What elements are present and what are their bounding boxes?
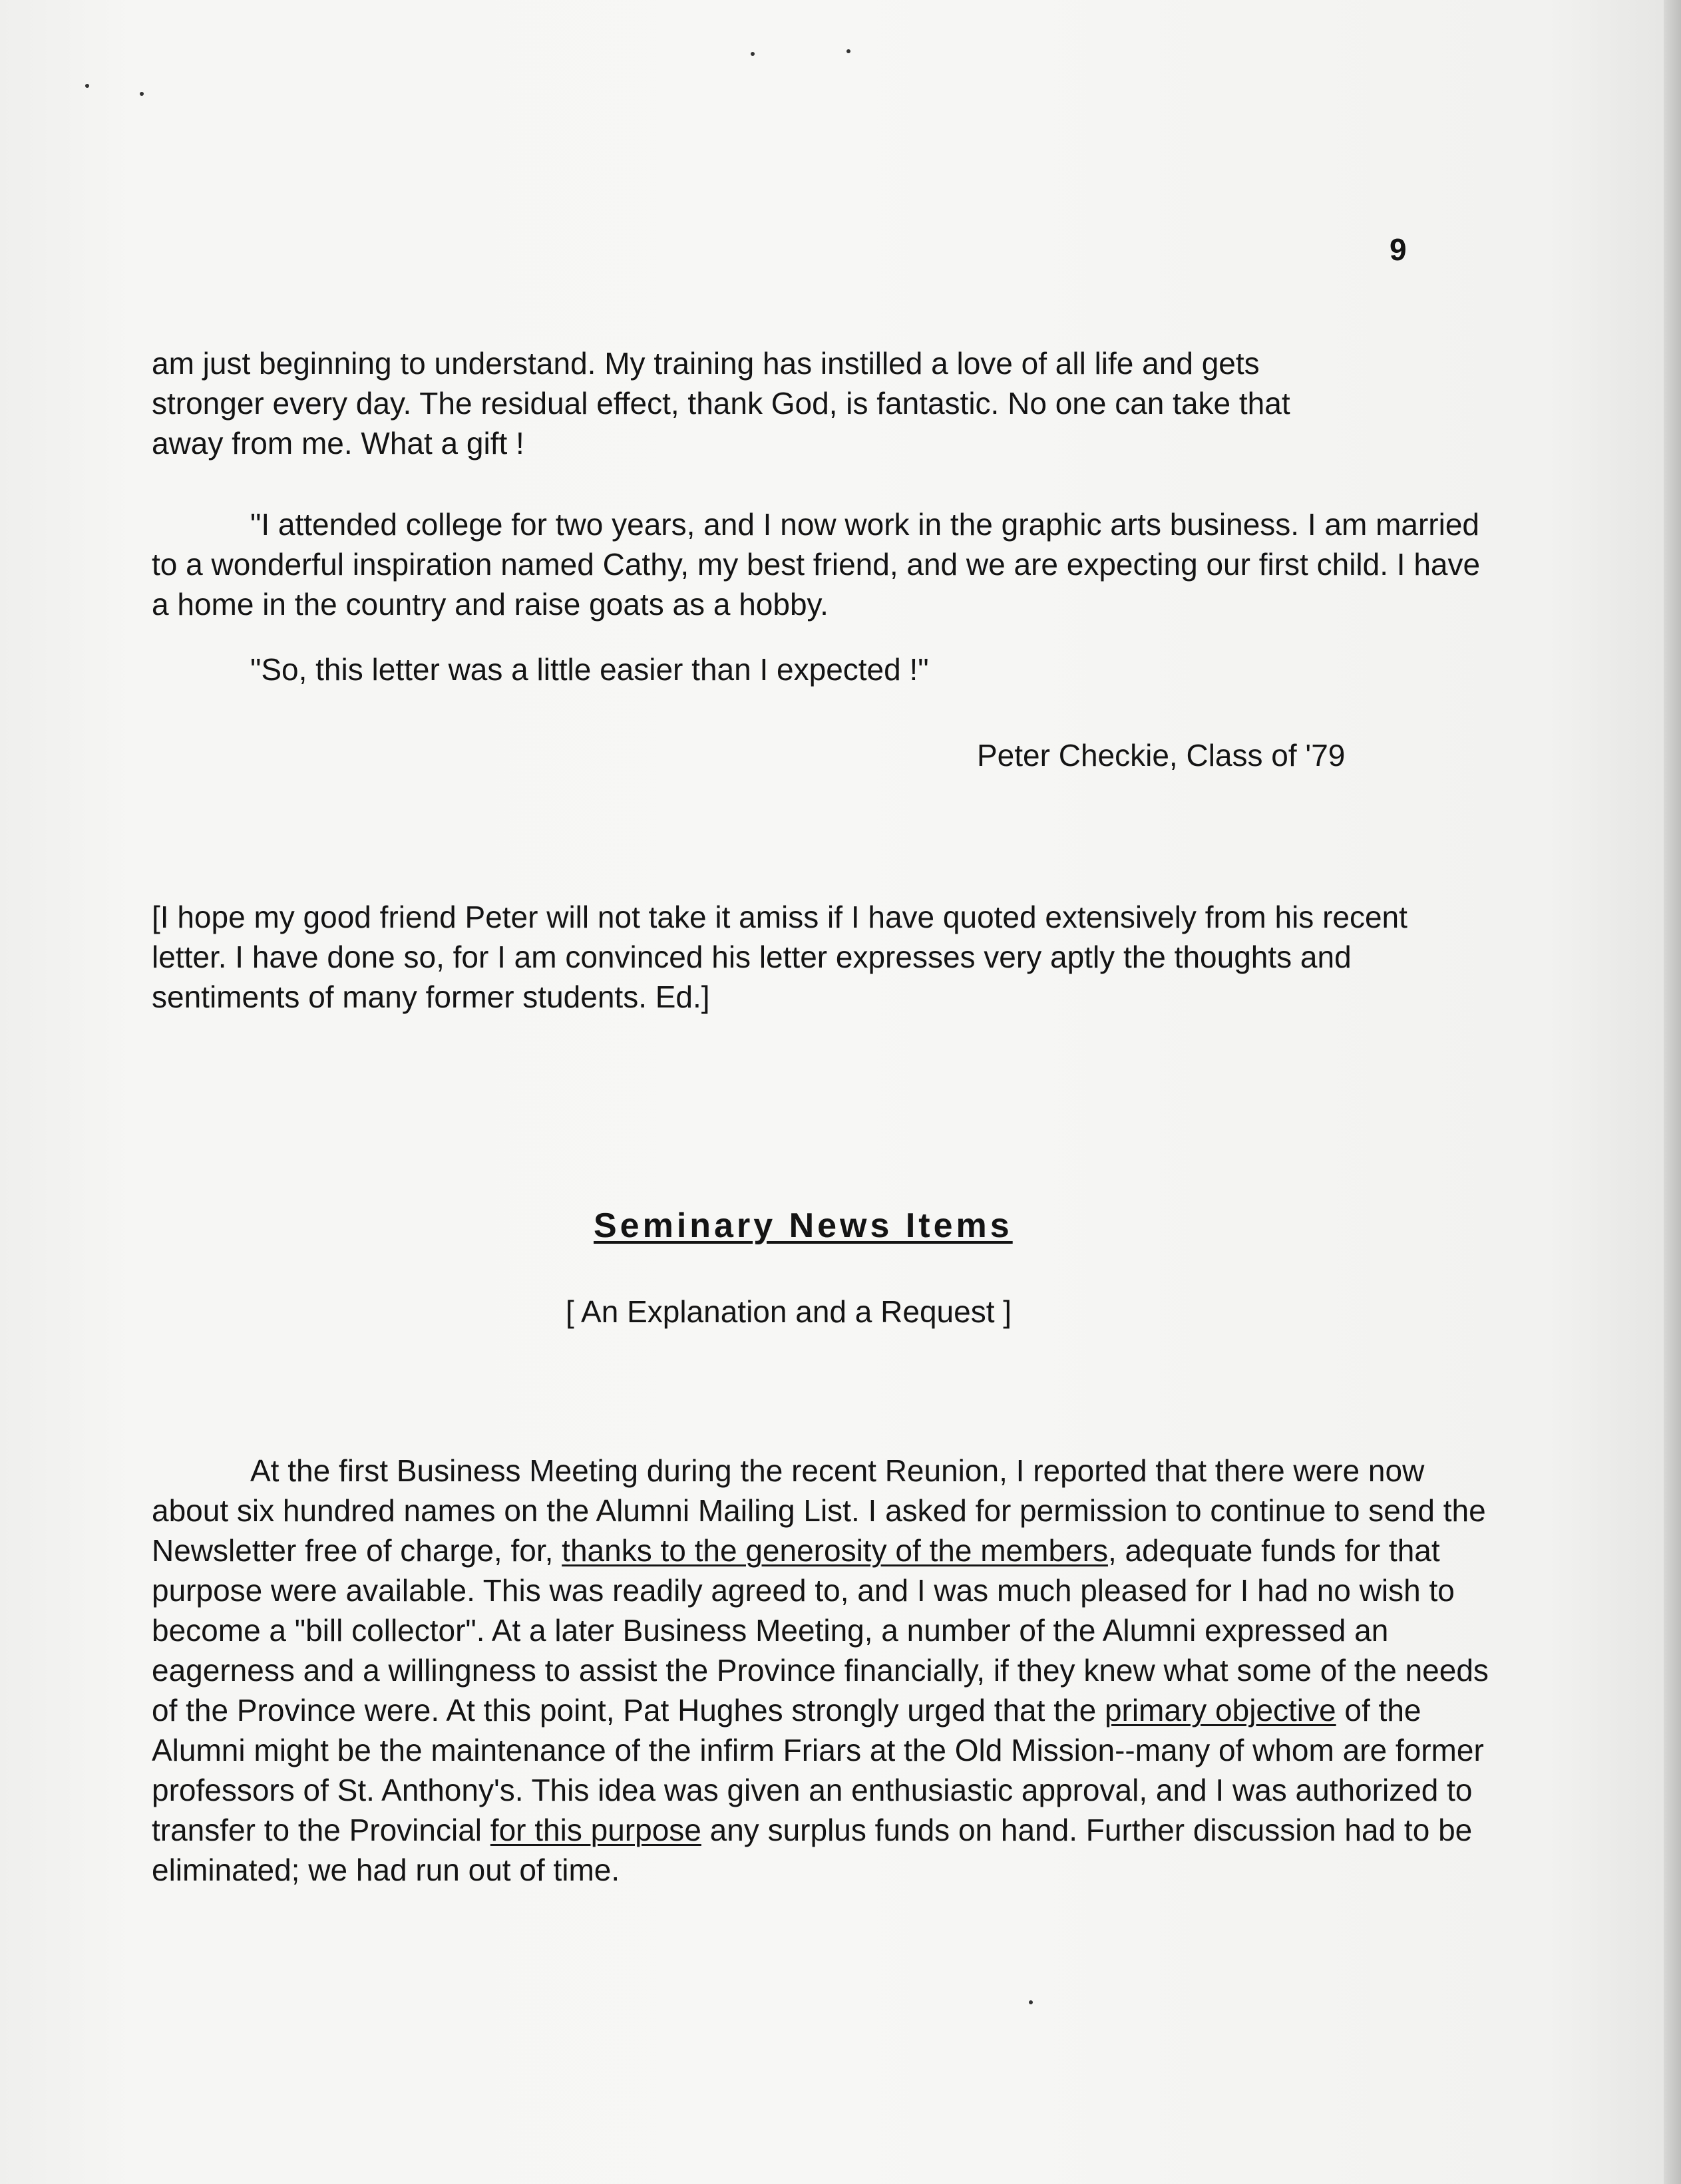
scan-speck [85,84,89,88]
editor-note-text: [I hope my good friend Peter will not take it amiss if I have quoted extensively from his recent letter. I have done so, for I am convinced his letter expresses very aptly the thoughts and sentiments of many former students. Ed.] [152,900,1407,1014]
underlined-phrase: for this purpose [490,1813,701,1847]
page-edge-shadow [1664,0,1681,2184]
scan-speck [140,92,144,96]
text-line: am just beginning to understand. My training has instilled a love of all life and gets [152,346,1260,381]
underlined-phrase: thanks to the generosity of the members [562,1533,1108,1568]
section-title: Seminary News Items [594,1206,1013,1245]
text-line: away from me. What a gift ! [152,426,524,460]
letter-signature: Peter Checkie, Class of '79 [977,738,1346,773]
letter-paragraph-closing [152,649,1489,689]
section-body-paragraph [152,1451,1489,1890]
letter-continuation-paragraph [152,343,1489,463]
editor-note [152,897,1489,1017]
letter-paragraph-text: "So, this letter was a little easier than I expected !" [250,652,929,687]
body-text: any surplus funds on hand. Further discussion had to be eliminated; we had run out of time. [152,1813,1473,1887]
text-line: stronger every day. The residual effect, thank God, is fantastic. No one can take that [152,386,1290,421]
letter-paragraph-college [152,504,1489,624]
letter-paragraph-text: "I attended college for two years, and I now work in the graphic arts business. I am married to a wonderful inspiration named Cathy, my best friend, and we are expecting our first child. I have a home in the country and raise goats as a hobby. [152,507,1481,622]
scan-speck [751,52,755,56]
body-text: At the first Business Meeting during the recent Reunion, I reported that there were now about six hundred names on the Alumni Mailing List. I asked for permission to continue to send the Newsletter free of charge, for, [152,1453,1486,1568]
section-body [152,1451,1489,1890]
body-text: of the Alumni might be the maintenance of the infirm Friars at the Old Mission--many of whom are former professors of St. Anthony's. This idea was given an enthusiastic approval, and I was authorized to transfer to the Provincial [152,1693,1484,1847]
underlined-phrase: primary objective [1104,1693,1336,1728]
body-text: , adequate funds for that purpose were available. This was readily agreed to, and I was much pleased for I had no wish to become a "bill collector". At a later Business Meeting, a number of the Alumni expressed an eagerness and a willingness to assist the Province financially, if they knew what some of the needs of the Province were. At this point, Pat Hughes strongly urged that the [152,1533,1489,1728]
section-subtitle: [ An Explanation and a Request ] [566,1294,1012,1329]
scan-speck [846,49,850,53]
scan-speck [1029,2000,1033,2004]
page-number: 9 [1390,232,1407,267]
